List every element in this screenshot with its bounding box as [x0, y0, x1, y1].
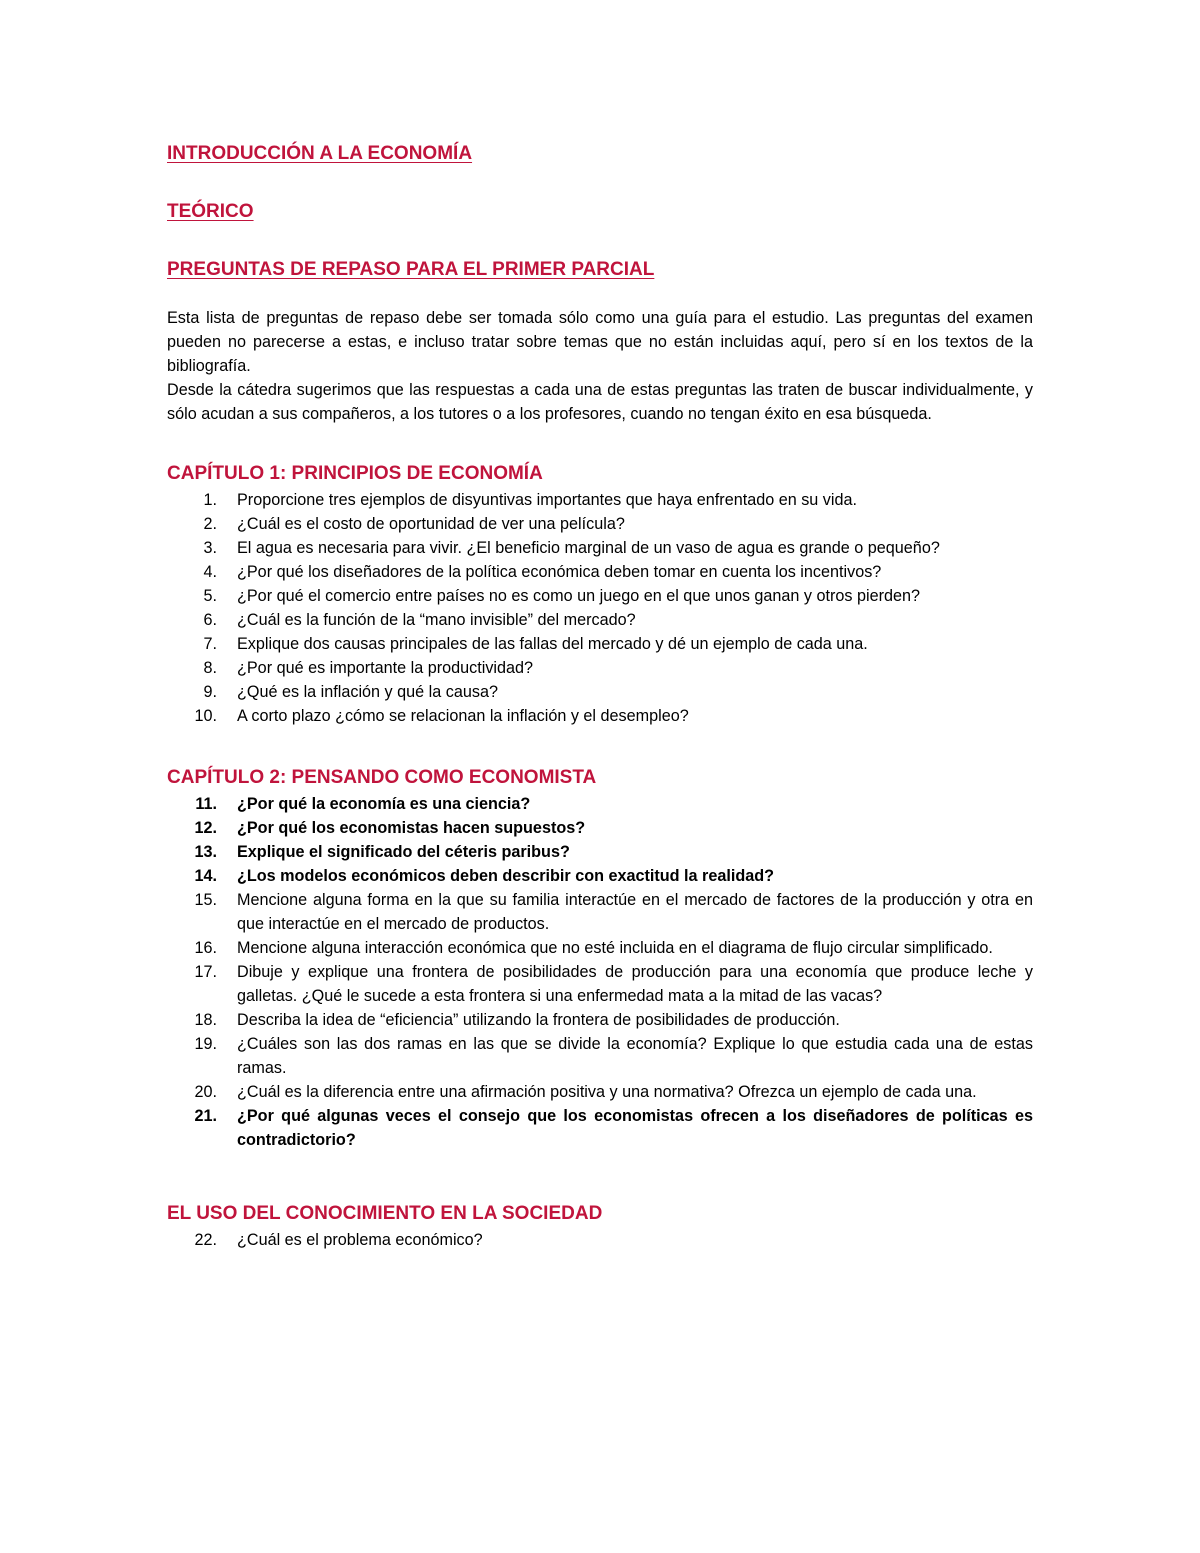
question-item: [167, 888, 1033, 936]
question-item: [167, 560, 1033, 584]
question-text: ¿Cuál es la diferencia entre una afirmación positiva y una normativa? Ofrezca un ejemplo de cada una.: [237, 1083, 977, 1101]
question-item: [167, 960, 1033, 1008]
question-text: ¿Cuál es el costo de oportunidad de ver una película?: [237, 515, 625, 533]
question-number: 22.: [194, 1231, 217, 1249]
question-text: Describa la idea de “eficiencia” utilizando la frontera de posibilidades de producción.: [237, 1011, 840, 1029]
question-number: 14.: [194, 867, 217, 885]
question-item: [167, 936, 1033, 960]
question-text: Explique el significado del céteris paribus?: [237, 843, 570, 861]
question-text: ¿Cuál es el problema económico?: [237, 1231, 483, 1249]
question-item: [167, 704, 1033, 728]
question-item: [167, 1008, 1033, 1032]
question-number: 16.: [194, 939, 217, 957]
question-text: ¿Qué es la inflación y qué la causa?: [237, 683, 498, 701]
question-item: [167, 608, 1033, 632]
question-item: [167, 816, 1033, 840]
section-3-question-list: [167, 1228, 1033, 1252]
question-number: 18.: [194, 1011, 217, 1029]
question-text: ¿Cuál es la función de la “mano invisible” del mercado?: [237, 611, 636, 629]
question-item: [167, 1228, 1033, 1252]
question-item: [167, 680, 1033, 704]
question-text: ¿Los modelos económicos deben describir con exactitud la realidad?: [237, 867, 775, 885]
question-number: 7.: [203, 635, 217, 653]
question-text: Explique dos causas principales de las fallas del mercado y dé un ejemplo de cada una.: [237, 635, 868, 653]
question-number: 10.: [194, 707, 217, 725]
question-number: 5.: [203, 587, 217, 605]
question-number: 1.: [203, 491, 217, 509]
document-title: INTRODUCCIÓN A LA ECONOMÍA: [167, 143, 473, 164]
question-number: 15.: [194, 891, 217, 909]
chapter-1-heading: CAPÍTULO 1: PRINCIPIOS DE ECONOMÍA: [167, 463, 543, 484]
question-text: ¿Por qué la economía es una ciencia?: [237, 795, 531, 813]
intro-paragraph: Esta lista de preguntas de repaso debe ser tomada sólo como una guía para el estudio. Las preguntas del examen pueden no parecerse a estas, e incluso tratar sobre temas que no están incluidas aquí, pero sí en los textos de la bibliografía.: [167, 309, 1033, 375]
question-number: 8.: [203, 659, 217, 677]
question-number: 17.: [194, 963, 217, 981]
question-number: 2.: [203, 515, 217, 533]
question-number: 4.: [203, 563, 217, 581]
question-text: El agua es necesaria para vivir. ¿El beneficio marginal de un vaso de agua es grande o pequeño?: [237, 539, 940, 557]
question-item: [167, 656, 1033, 680]
question-item: [167, 792, 1033, 816]
question-text: A corto plazo ¿cómo se relacionan la inflación y el desempleo?: [237, 707, 689, 725]
question-number: 21.: [194, 1107, 217, 1125]
question-item: [167, 632, 1033, 656]
question-number: 19.: [194, 1035, 217, 1053]
question-item: [167, 1104, 1033, 1152]
question-number: 12.: [194, 819, 217, 837]
question-number: 6.: [203, 611, 217, 629]
section-3-heading: EL USO DEL CONOCIMIENTO EN LA SOCIEDAD: [167, 1203, 603, 1224]
question-item: [167, 512, 1033, 536]
question-number: 11.: [195, 795, 217, 813]
document-subtitle: TEÓRICO: [167, 201, 254, 222]
chapter-2-heading: CAPÍTULO 2: PENSANDO COMO ECONOMISTA: [167, 767, 597, 788]
question-number: 20.: [194, 1083, 217, 1101]
intro-text: [167, 306, 1033, 426]
question-text: Proporcione tres ejemplos de disyuntivas importantes que haya enfrentado en su vida.: [237, 491, 857, 509]
question-text: ¿Por qué algunas veces el consejo que los economistas ofrecen a los diseñadores de políticas es contradictorio?: [237, 1107, 1033, 1149]
question-item: [167, 536, 1033, 560]
question-item: [167, 584, 1033, 608]
question-text: ¿Cuáles son las dos ramas en las que se divide la economía? Explique lo que estudia cada una de estas ramas.: [237, 1035, 1033, 1077]
chapter-2-question-list: [167, 792, 1033, 1152]
question-item: [167, 1080, 1033, 1104]
question-text: ¿Por qué es importante la productividad?: [237, 659, 534, 677]
question-item: [167, 864, 1033, 888]
document-page: [167, 140, 1033, 1252]
review-heading: PREGUNTAS DE REPASO PARA EL PRIMER PARCIAL: [167, 259, 655, 280]
question-number: 9.: [203, 683, 217, 701]
question-text: Dibuje y explique una frontera de posibilidades de producción para una economía que produce leche y galletas. ¿Qué le sucede a esta frontera si una enfermedad mata a la mitad de las vacas?: [237, 963, 1033, 1005]
question-item: [167, 488, 1033, 512]
question-text: ¿Por qué los economistas hacen supuestos?: [237, 819, 586, 837]
question-item: [167, 1032, 1033, 1080]
intro-paragraph: Desde la cátedra sugerimos que las respuestas a cada una de estas preguntas las traten de buscar individualmente, y sólo acudan a sus compañeros, a los tutores o a los profesores, cuando no tengan éxito en esa búsqueda.: [167, 381, 1033, 423]
question-text: ¿Por qué los diseñadores de la política económica deben tomar en cuenta los incentivos?: [237, 563, 882, 581]
question-text: ¿Por qué el comercio entre países no es como un juego en el que unos ganan y otros pierden?: [237, 587, 921, 605]
question-text: Mencione alguna interacción económica que no esté incluida en el diagrama de flujo circular simplificado.: [237, 939, 993, 957]
question-item: [167, 840, 1033, 864]
question-number: 3.: [203, 539, 217, 557]
question-number: 13.: [194, 843, 217, 861]
question-text: Mencione alguna forma en la que su familia interactúe en el mercado de factores de la producción y otra en que interactúe en el mercado de productos.: [237, 891, 1033, 933]
chapter-1-question-list: [167, 488, 1033, 728]
